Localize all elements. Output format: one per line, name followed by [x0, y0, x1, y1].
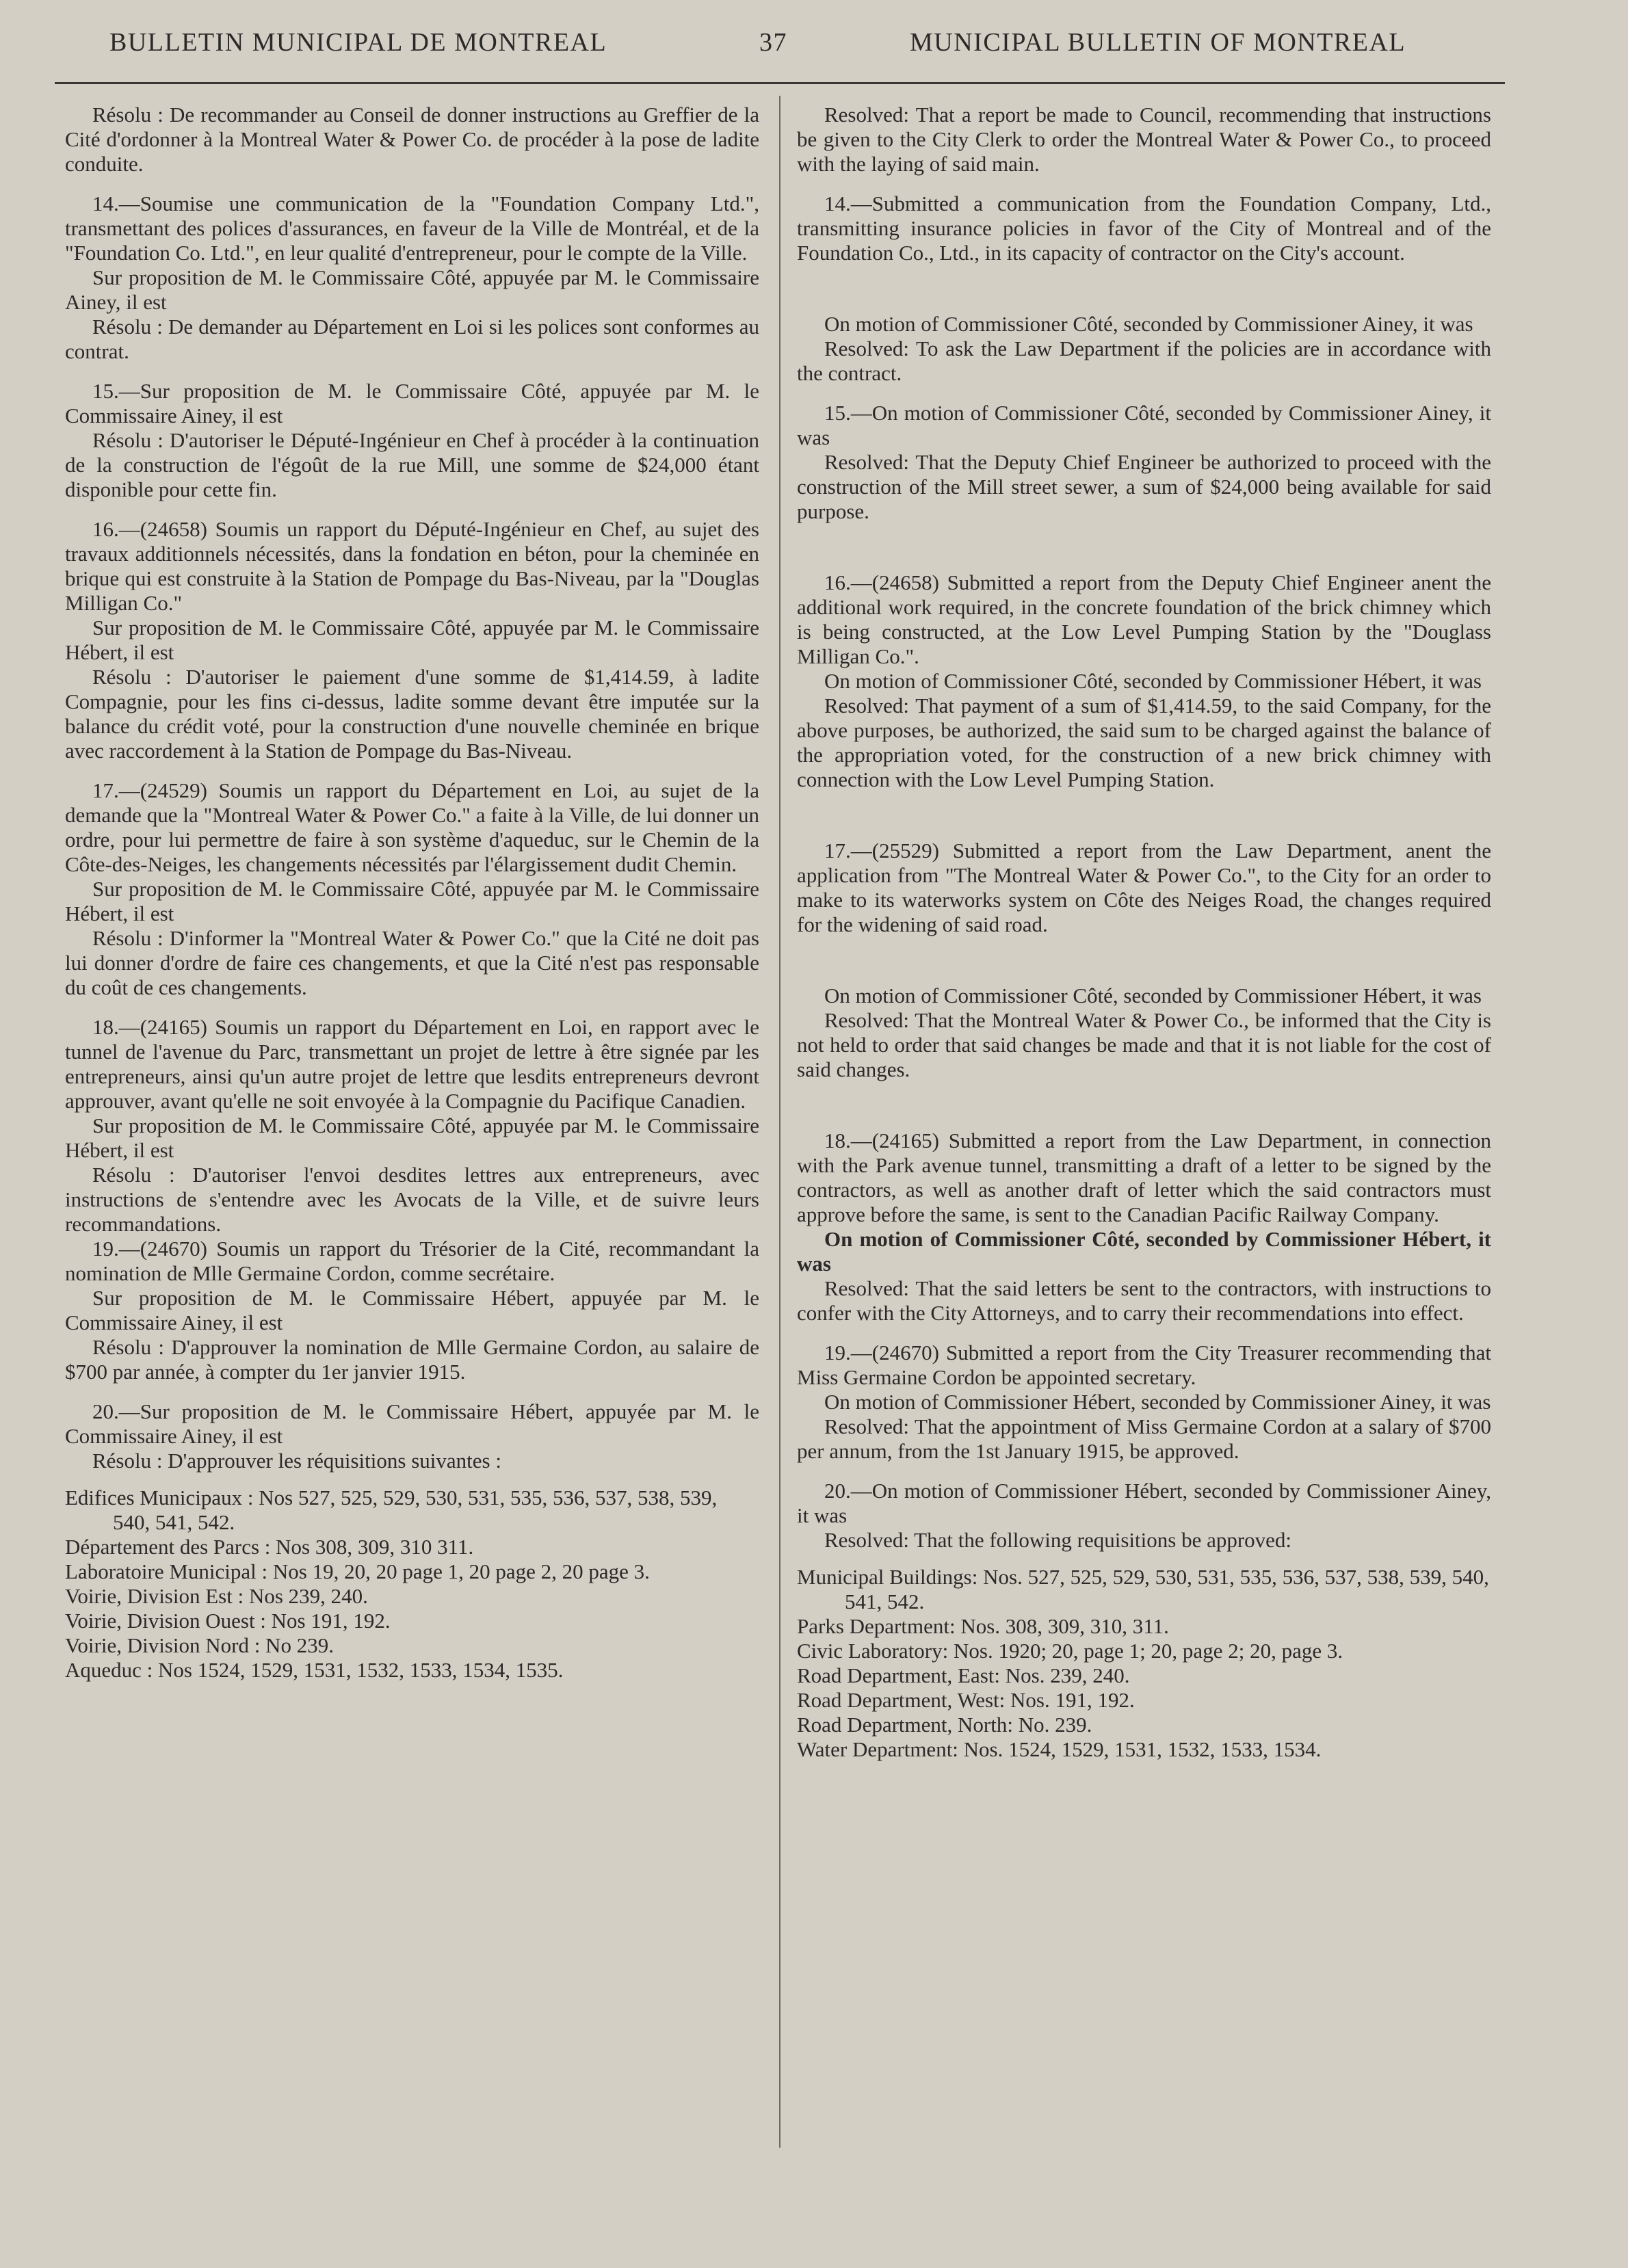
list-item: Edifices Municipaux : Nos 527, 525, 529, 530, 531, 535, 536, 537, 538, 539, 540, 541, 542.: [65, 1486, 718, 1534]
header-english-title: MUNICIPAL BULLETIN OF MONTREAL: [910, 28, 1406, 57]
paragraph: Resolved: That a report be made to Council, recommending that instructions be given to the City Clerk to order the Montreal Water & Power Co., to proceed with the laying of said main.: [797, 103, 1491, 176]
paragraph: Sur proposition de M. le Commissaire Côté, appuyée par M. le Commissaire Hébert, il est: [65, 877, 759, 925]
paragraph: Résolu : D'autoriser l'envoi desdites lettres aux entrepreneurs, avec instructions de s'entendre avec les Avocats de la Ville, et de suivre leurs recommandations.: [65, 1163, 759, 1236]
paragraph: 20.—On motion of Commissioner Hébert, seconded by Commissioner Ainey, it was: [797, 1479, 1491, 1527]
requisition-list-english: [797, 1565, 1491, 1762]
paragraph: On motion of Commissioner Côté, seconded by Commissioner Hébert, it was: [824, 669, 1482, 693]
paragraph: Resolved: That the Deputy Chief Engineer be authorized to proceed with the construction of the Mill street sewer, a sum of $24,000 being available for said purpose.: [797, 450, 1491, 523]
list-item: Road Department, North: No. 239.: [797, 1713, 1092, 1737]
list-item: Civic Laboratory: Nos. 1920; 20, page 1; 20, page 2; 20, page 3.: [797, 1639, 1343, 1663]
list-item: Voirie, Division Ouest : Nos 191, 192.: [65, 1609, 391, 1633]
requisition-list-french: [65, 1486, 759, 1683]
paragraph: 20.—Sur proposition de M. le Commissaire Hébert, appuyée par M. le Commissaire Ainey, il est: [65, 1399, 759, 1448]
paragraph: 18.—(24165) Soumis un rapport du Département en Loi, en rapport avec le tunnel de l'avenue du Parc, transmettant un projet de lettre à être signée par les entrepreneurs, ainsi qu'un autre projet de lettre que lesdits entrepreneurs devront approuver, avant qu'elle ne soit envoyée à la Compagnie du Pacifique Canadien.: [65, 1015, 759, 1113]
paragraph: On motion of Commissioner Côté, seconded by Commissioner Hébert, it was: [824, 984, 1482, 1007]
list-item: Municipal Buildings: Nos. 527, 525, 529, 530, 531, 535, 536, 537, 538, 539, 540, 541, 542.: [797, 1565, 1489, 1613]
paragraph: 16.—(24658) Soumis un rapport du Député-Ingénieur en Chef, au sujet des travaux additionnels nécessités, dans la fondation en béton, pour la cheminée en brique qui est construite à la Station de Pompage du Bas-Niveau, par la "Douglas Milligan Co.": [65, 517, 759, 615]
paragraph: Resolved: That the appointment of Miss Germaine Cordon at a salary of $700 per annum, from the 1st January 1915, be approved.: [797, 1414, 1491, 1463]
paragraph: Résolu : De recommander au Conseil de donner instructions au Greffier de la Cité d'ordonner à la Montreal Water & Power Co. de procéder à la pose de ladite conduite.: [65, 103, 759, 176]
paragraph: Sur proposition de M. le Commissaire Côté, appuyée par M. le Commissaire Hébert, il est: [65, 1113, 759, 1162]
paragraph: Résolu : D'autoriser le paiement d'une somme de $1,414.59, à ladite Compagnie, pour les fins ci-dessus, ladite somme devant être imputée sur la balance du crédit voté, pour la construction d'une nouvelle cheminée en brique avec raccordement à la Station de Pompage du Bas-Niveau.: [65, 665, 759, 763]
paragraph: 17.—(25529) Submitted a report from the Law Department, anent the application from "The Montreal Water & Power Co.", to the City for an order to make to its waterworks system on Côte des Neiges Road, the changes required for the widening of said road.: [797, 839, 1491, 936]
paragraph: 18.—(24165) Submitted a report from the Law Department, in connection with the Park avenue tunnel, transmitting a draft of a letter to be signed by the contractors, as well as another draft of letter which the said contractors must approve before the same, is sent to the Canadian Pacific Railway Company.: [797, 1129, 1491, 1226]
french-column: [65, 103, 759, 1683]
paragraph: Résolu : D'approuver les réquisitions suivantes :: [92, 1449, 501, 1473]
paragraph: 14.—Soumise une communication de la "Foundation Company Ltd.", transmettant des polices d'assurances, en faveur de la Ville de Montréal, et de la "Foundation Co. Ltd.", en leur qualité d'entrepreneur, pour le compte de la Ville.: [65, 192, 759, 265]
page-number: 37: [759, 28, 787, 57]
paragraph: Resolved: That the Montreal Water & Power Co., be informed that the City is not held to order that said changes be made and that it is not liable for the cost of said changes.: [797, 1008, 1491, 1081]
list-item: Parks Department: Nos. 308, 309, 310, 311.: [797, 1614, 1169, 1638]
paragraph: Resolved: That the following requisitions be approved:: [824, 1528, 1292, 1552]
list-item: Laboratoire Municipal : Nos 19, 20, 20 page 1, 20 page 2, 20 page 3.: [65, 1559, 650, 1583]
list-item: Aqueduc : Nos 1524, 1529, 1531, 1532, 1533, 1534, 1535.: [65, 1658, 564, 1682]
paragraph: Resolved: To ask the Law Department if the policies are in accordance with the contract.: [797, 337, 1491, 385]
paragraph: 14.—Submitted a communication from the Foundation Company, Ltd., transmitting insurance policies in favor of the City of Montreal and of the Foundation Co., Ltd., in its capacity of contractor on the City's account.: [797, 192, 1491, 265]
paragraph: On motion of Commissioner Côté, seconded by Commissioner Hébert, it was: [797, 1227, 1491, 1276]
list-item: Road Department, East: Nos. 239, 240.: [797, 1663, 1130, 1687]
paragraph: Résolu : D'approuver la nomination de Mlle Germaine Cordon, au salaire de $700 par année, à compter du 1er janvier 1915.: [65, 1335, 759, 1384]
paragraph: Résolu : D'informer la "Montreal Water & Power Co." que la Cité ne doit pas lui donner d'ordre de faire ces changements, et que la Cité n'est pas responsable du coût de ces changements.: [65, 926, 759, 999]
paragraph: Sur proposition de M. le Commissaire Hébert, appuyée par M. le Commissaire Ainey, il est: [65, 1286, 759, 1334]
paragraph: On motion of Commissioner Hébert, seconded by Commissioner Ainey, it was: [824, 1390, 1491, 1414]
list-item: Voirie, Division Est : Nos 239, 240.: [65, 1584, 368, 1608]
paragraph: Sur proposition de M. le Commissaire Côté, appuyée par M. le Commissaire Ainey, il est: [65, 265, 759, 314]
paragraph: On motion of Commissioner Côté, seconded by Commissioner Ainey, it was: [824, 312, 1473, 336]
paragraph: Resolved: That the said letters be sent to the contractors, with instructions to confer with the City Attorneys, and to carry their recommendations into effect.: [797, 1276, 1491, 1325]
column-divider: [779, 96, 780, 2148]
paragraph: 17.—(24529) Soumis un rapport du Département en Loi, au sujet de la demande que la "Montreal Water & Power Co." a faite à la Ville, de lui donner un ordre, pour lui permettre de faire à son système d'aqueduc, sur le Chemin de la Côte-des-Neiges, les changements nécessités par l'élargissement dudit Chemin.: [65, 778, 759, 876]
paragraph: 15.—Sur proposition de M. le Commissaire Côté, appuyée par M. le Commissaire Ainey, il est: [65, 379, 759, 427]
list-item: Road Department, West: Nos. 191, 192.: [797, 1688, 1135, 1712]
paragraph: 15.—On motion of Commissioner Côté, seconded by Commissioner Ainey, it was: [797, 401, 1491, 449]
paragraph: 19.—(24670) Soumis un rapport du Trésorier de la Cité, recommandant la nomination de Mlle Germaine Cordon, comme secrétaire.: [65, 1237, 759, 1285]
header-french-title: BULLETIN MUNICIPAL DE MONTREAL: [109, 28, 607, 57]
paragraph: Sur proposition de M. le Commissaire Côté, appuyée par M. le Commissaire Hébert, il est: [65, 616, 759, 664]
list-item: Voirie, Division Nord : No 239.: [65, 1633, 334, 1657]
paragraph: Résolu : D'autoriser le Député-Ingénieur en Chef à procéder à la continuation de la construction de l'égoût de la rue Mill, une somme de $24,000 étant disponible pour cette fin.: [65, 428, 759, 501]
list-item: Water Department: Nos. 1524, 1529, 1531, 1532, 1533, 1534.: [797, 1737, 1322, 1761]
paragraph: 16.—(24658) Submitted a report from the Deputy Chief Engineer anent the additional work required, in the concrete foundation of the brick chimney which is being constructed, at the Low Level Pumping Station by the "Douglass Milligan Co.".: [797, 570, 1491, 668]
english-column: [797, 103, 1491, 1762]
paragraph: 19.—(24670) Submitted a report from the City Treasurer recommending that Miss Germaine Cordon be appointed secretary.: [797, 1341, 1491, 1389]
header-rule: [55, 82, 1505, 84]
paragraph: Resolved: That payment of a sum of $1,414.59, to the said Company, for the above purposes, be authorized, the said sum to be charged against the balance of the appropriation voted, for the construction of a new brick chimney with connection with the Low Level Pumping Station.: [797, 694, 1491, 791]
list-item: Département des Parcs : Nos 308, 309, 310 311.: [65, 1535, 474, 1559]
paragraph: Résolu : De demander au Département en Loi si les polices sont conformes au contrat.: [65, 315, 759, 363]
